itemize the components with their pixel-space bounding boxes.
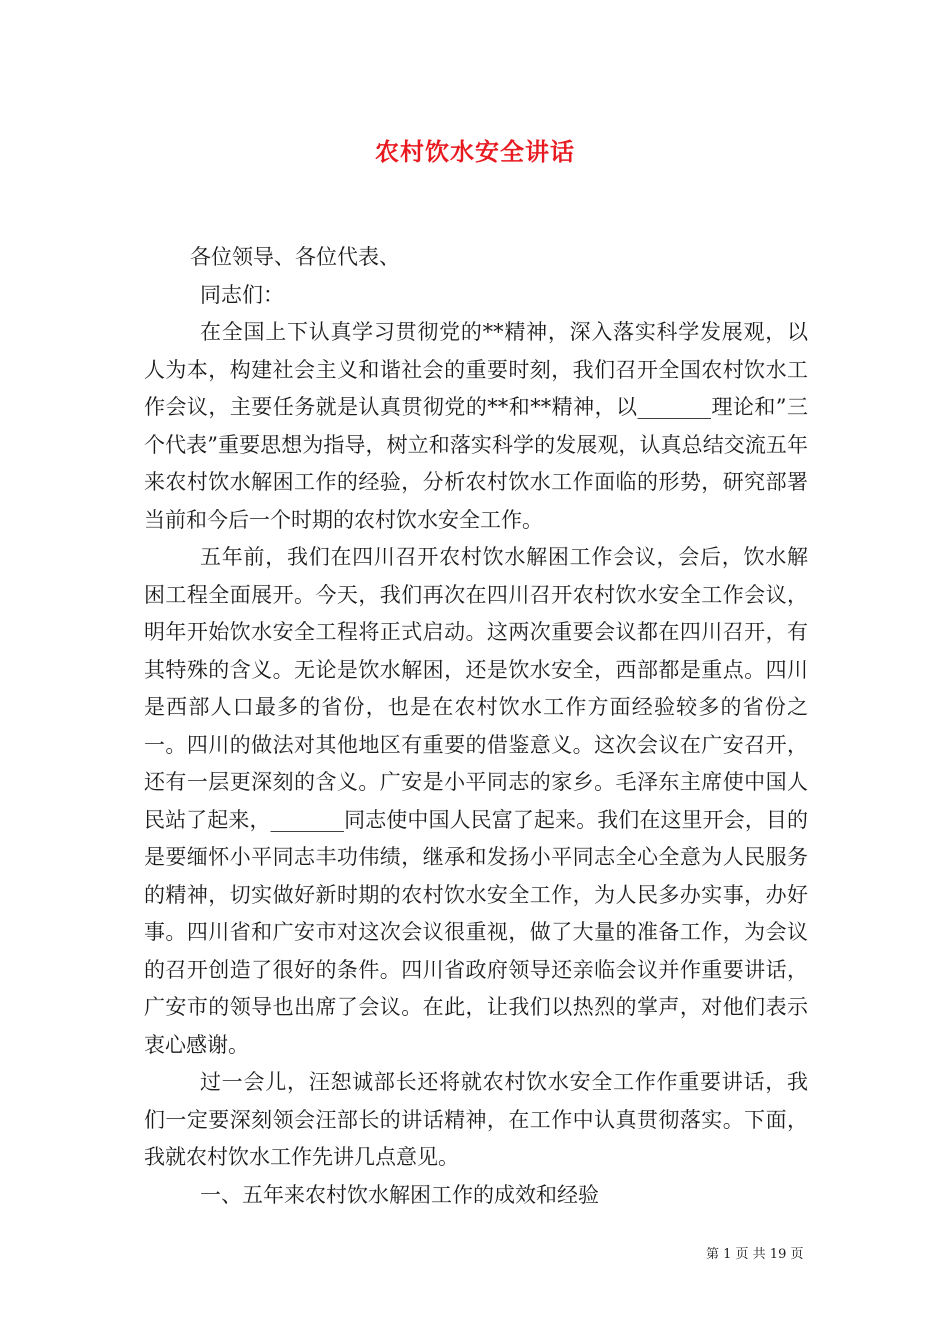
document-body	[144, 239, 808, 1214]
salutation-comrades: 同志们：	[200, 282, 284, 307]
page-number-footer: 第 1 页 共 19 页	[706, 1247, 804, 1262]
paragraph-minister-speech: 过一会儿，汪恕诚部长还将就农村饮水安全工作作重要讲话，我们一定要深刻领会汪部长的讲话精神，在工作中认真贯彻落实。下面，我就农村饮水工作先讲几点意见。	[144, 1070, 808, 1169]
paragraph-intro: 在全国上下认真学习贯彻党的**精神，深入落实科学发展观，以人为本，构建社会主义和谐社会的重要时刻，我们召开全国农村饮水工作会议，主要任务就是认真贯彻党的**和**精神，以_______理论和”三个代表”重要思想为指导，树立和落实科学的发展观，认真总结交流五年来农村饮水解困工作的经验，分析农村饮水工作面临的形势，研究部署当前和今后一个时期的农村饮水安全工作。	[144, 320, 808, 532]
paragraph-sichuan-meeting: 五年前，我们在四川召开农村饮水解困工作会议，会后，饮水解困工程全面展开。今天，我们再次在四川召开农村饮水安全工作会议，明年开始饮水安全工程将正式启动。这两次重要会议都在四川召开，有其特殊的含义。无论是饮水解困，还是饮水安全，西部都是重点。四川是西部人口最多的省份，也是在农村饮水工作方面经验较多的省份之一。四川的做法对其他地区有重要的借鉴意义。这次会议在广安召开，还有一层更深刻的含义。广安是小平同志的家乡。毛泽东主席使中国人民站了起来，_______同志使中国人民富了起来。我们在这里开会，目的是要缅怀小平同志丰功伟绩，继承和发扬小平同志全心全意为人民服务的精神，切实做好新时期的农村饮水安全工作，为人民多办实事，办好事。四川省和广安市对这次会议很重视，做了大量的准备工作，为会议的召开创造了很好的条件。四川省政府领导还亲临会议并作重要讲话，广安市的领导也出席了会议。在此，让我们以热烈的掌声，对他们表示衷心感谢。	[144, 545, 808, 1057]
section-heading-achievements: 一、五年来农村饮水解困工作的成效和经验	[200, 1182, 599, 1207]
document-title: 农村饮水安全讲话	[375, 137, 575, 166]
salutation-leaders: 各位领导、各位代表、	[190, 245, 400, 269]
